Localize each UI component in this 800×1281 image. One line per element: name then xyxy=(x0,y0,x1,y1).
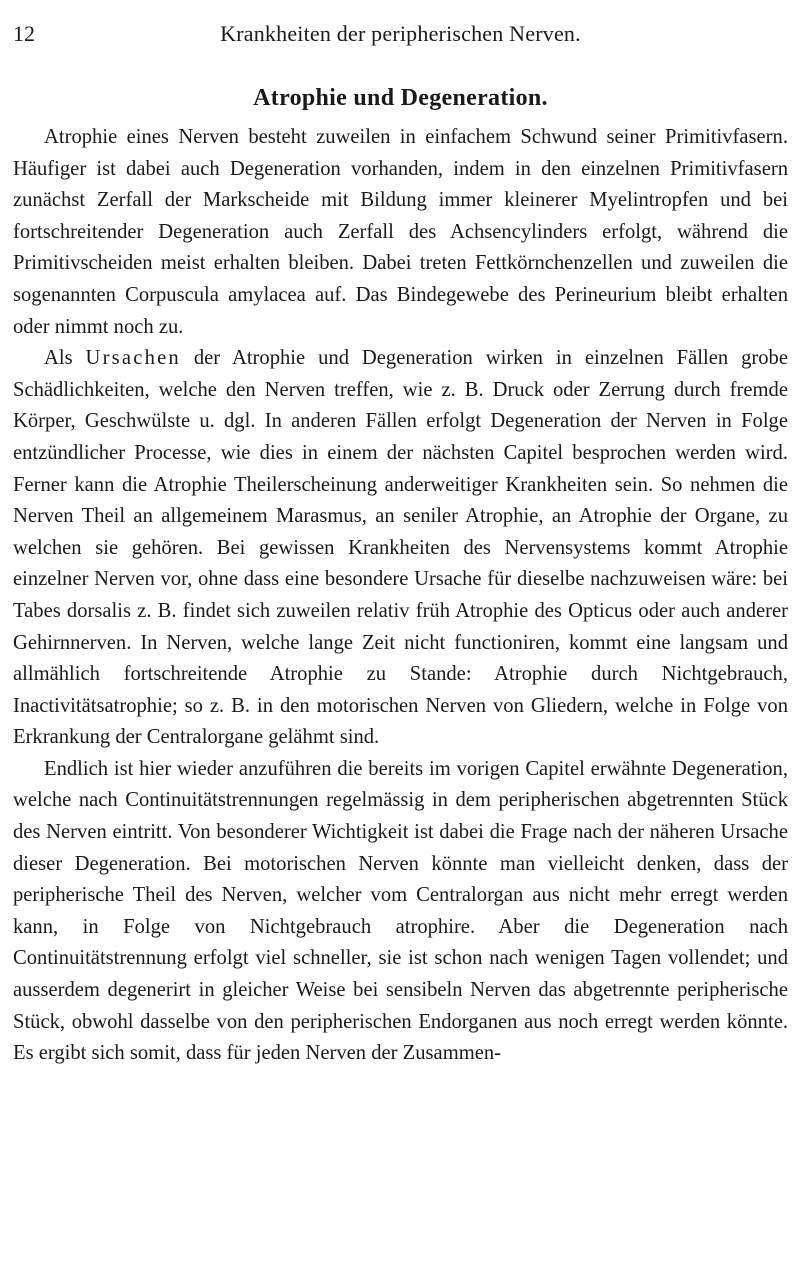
body-text xyxy=(13,122,788,1070)
page-number: 12 xyxy=(13,21,35,46)
section-title: Atrophie und Degeneration. xyxy=(253,85,548,111)
running-header xyxy=(13,18,788,50)
paragraph-ursachen xyxy=(13,343,788,754)
spaced-emphasis-ursachen: Ursachen xyxy=(85,347,181,370)
paragraph-ursachen-text: der Atrophie und Degeneration wirken in einzelnen Fällen grobe Schädlichkeiten, welche den Nerven treffen, wie z. B. Druck oder Zerrung durch fremde Körper, Geschwülste u. dgl. In anderen Fällen erfolgt Degeneration der Nerven in Folge entzündlicher Processe, wie dies in einem der nächsten Capitel besprochen werden wird. Ferner kann die Atrophie Theilerscheinung anderweitiger Krankheiten sein. So nehmen die Nerven Theil an allgemeinem Marasmus, an seniler Atrophie, an Atrophie der Organe, zu welchen sie gehören. Bei gewissen Krankheiten des Nervensystems kommt Atrophie einzelner Nerven vor, ohne dass eine besondere Ursache für dieselbe nachzuweisen wäre: bei Tabes dorsalis z. B. findet sich zuweilen relativ früh Atrophie des Opticus oder auch anderer Gehirnnerven. In Nerven, welche lange Zeit nicht functioniren, kommt eine langsam und allmählich fortschreitende Atrophie zu Stande: Atrophie durch Nichtgebrauch, Inactivitätsatrophie; so z. B. in den motorischen Nerven von Gliedern, welche in Folge von Erkrankung der Centralorgane gelähmt sind. xyxy=(13,347,788,749)
paragraph-lead-word: Als xyxy=(44,347,73,370)
paragraph-atrophie: Atrophie eines Nerven besteht zuweilen in einfachem Schwund seiner Primitivfasern. Häufiger ist dabei auch Degeneration vorhanden, indem in den einzelnen Primitivfasern zunächst Zerfall der Markscheide mit Bildung immer kleinerer Myelintropfen und bei fortschreitender Degeneration auch Zerfall des Achsencylinders erfolgt, während die Primitivscheiden meist erhalten bleiben. Dabei treten Fettkörnchenzellen und zuweilen die sogenannten Corpuscula amylacea auf. Das Bindegewebe des Perineurium bleibt erhalten oder nimmt noch zu. xyxy=(13,126,788,338)
paragraph-degeneration: Endlich ist hier wieder anzuführen die bereits im vorigen Capitel erwähnte Degeneration, welche nach Continuitätstrennungen regelmässig in dem peripherischen abgetrennten Stück des Nerven eintritt. Von besonderer Wichtigkeit ist dabei die Frage nach der näheren Ursache dieser Degeneration. Bei motorischen Nerven könnte man vielleicht denken, dass der peripherische Theil des Nerven, welcher vom Centralorgan aus nicht mehr erregt werden kann, in Folge von Nichtgebrauch atrophire. Aber die Degeneration nach Continuitätstrennung erfolgt viel schneller, sie ist schon nach wenigen Tagen vollendet; und ausserdem degenerirt in gleicher Weise bei sensibeln Nerven das abgetrennte peripherische Stück, obwohl dasselbe von den peripherischen Endorganen aus noch erregt werden könnte. Es ergibt sich somit, dass für jeden Nerven der Zusammen- xyxy=(13,757,788,1065)
running-title: Krankheiten der peripherischen Nerven. xyxy=(220,21,581,46)
